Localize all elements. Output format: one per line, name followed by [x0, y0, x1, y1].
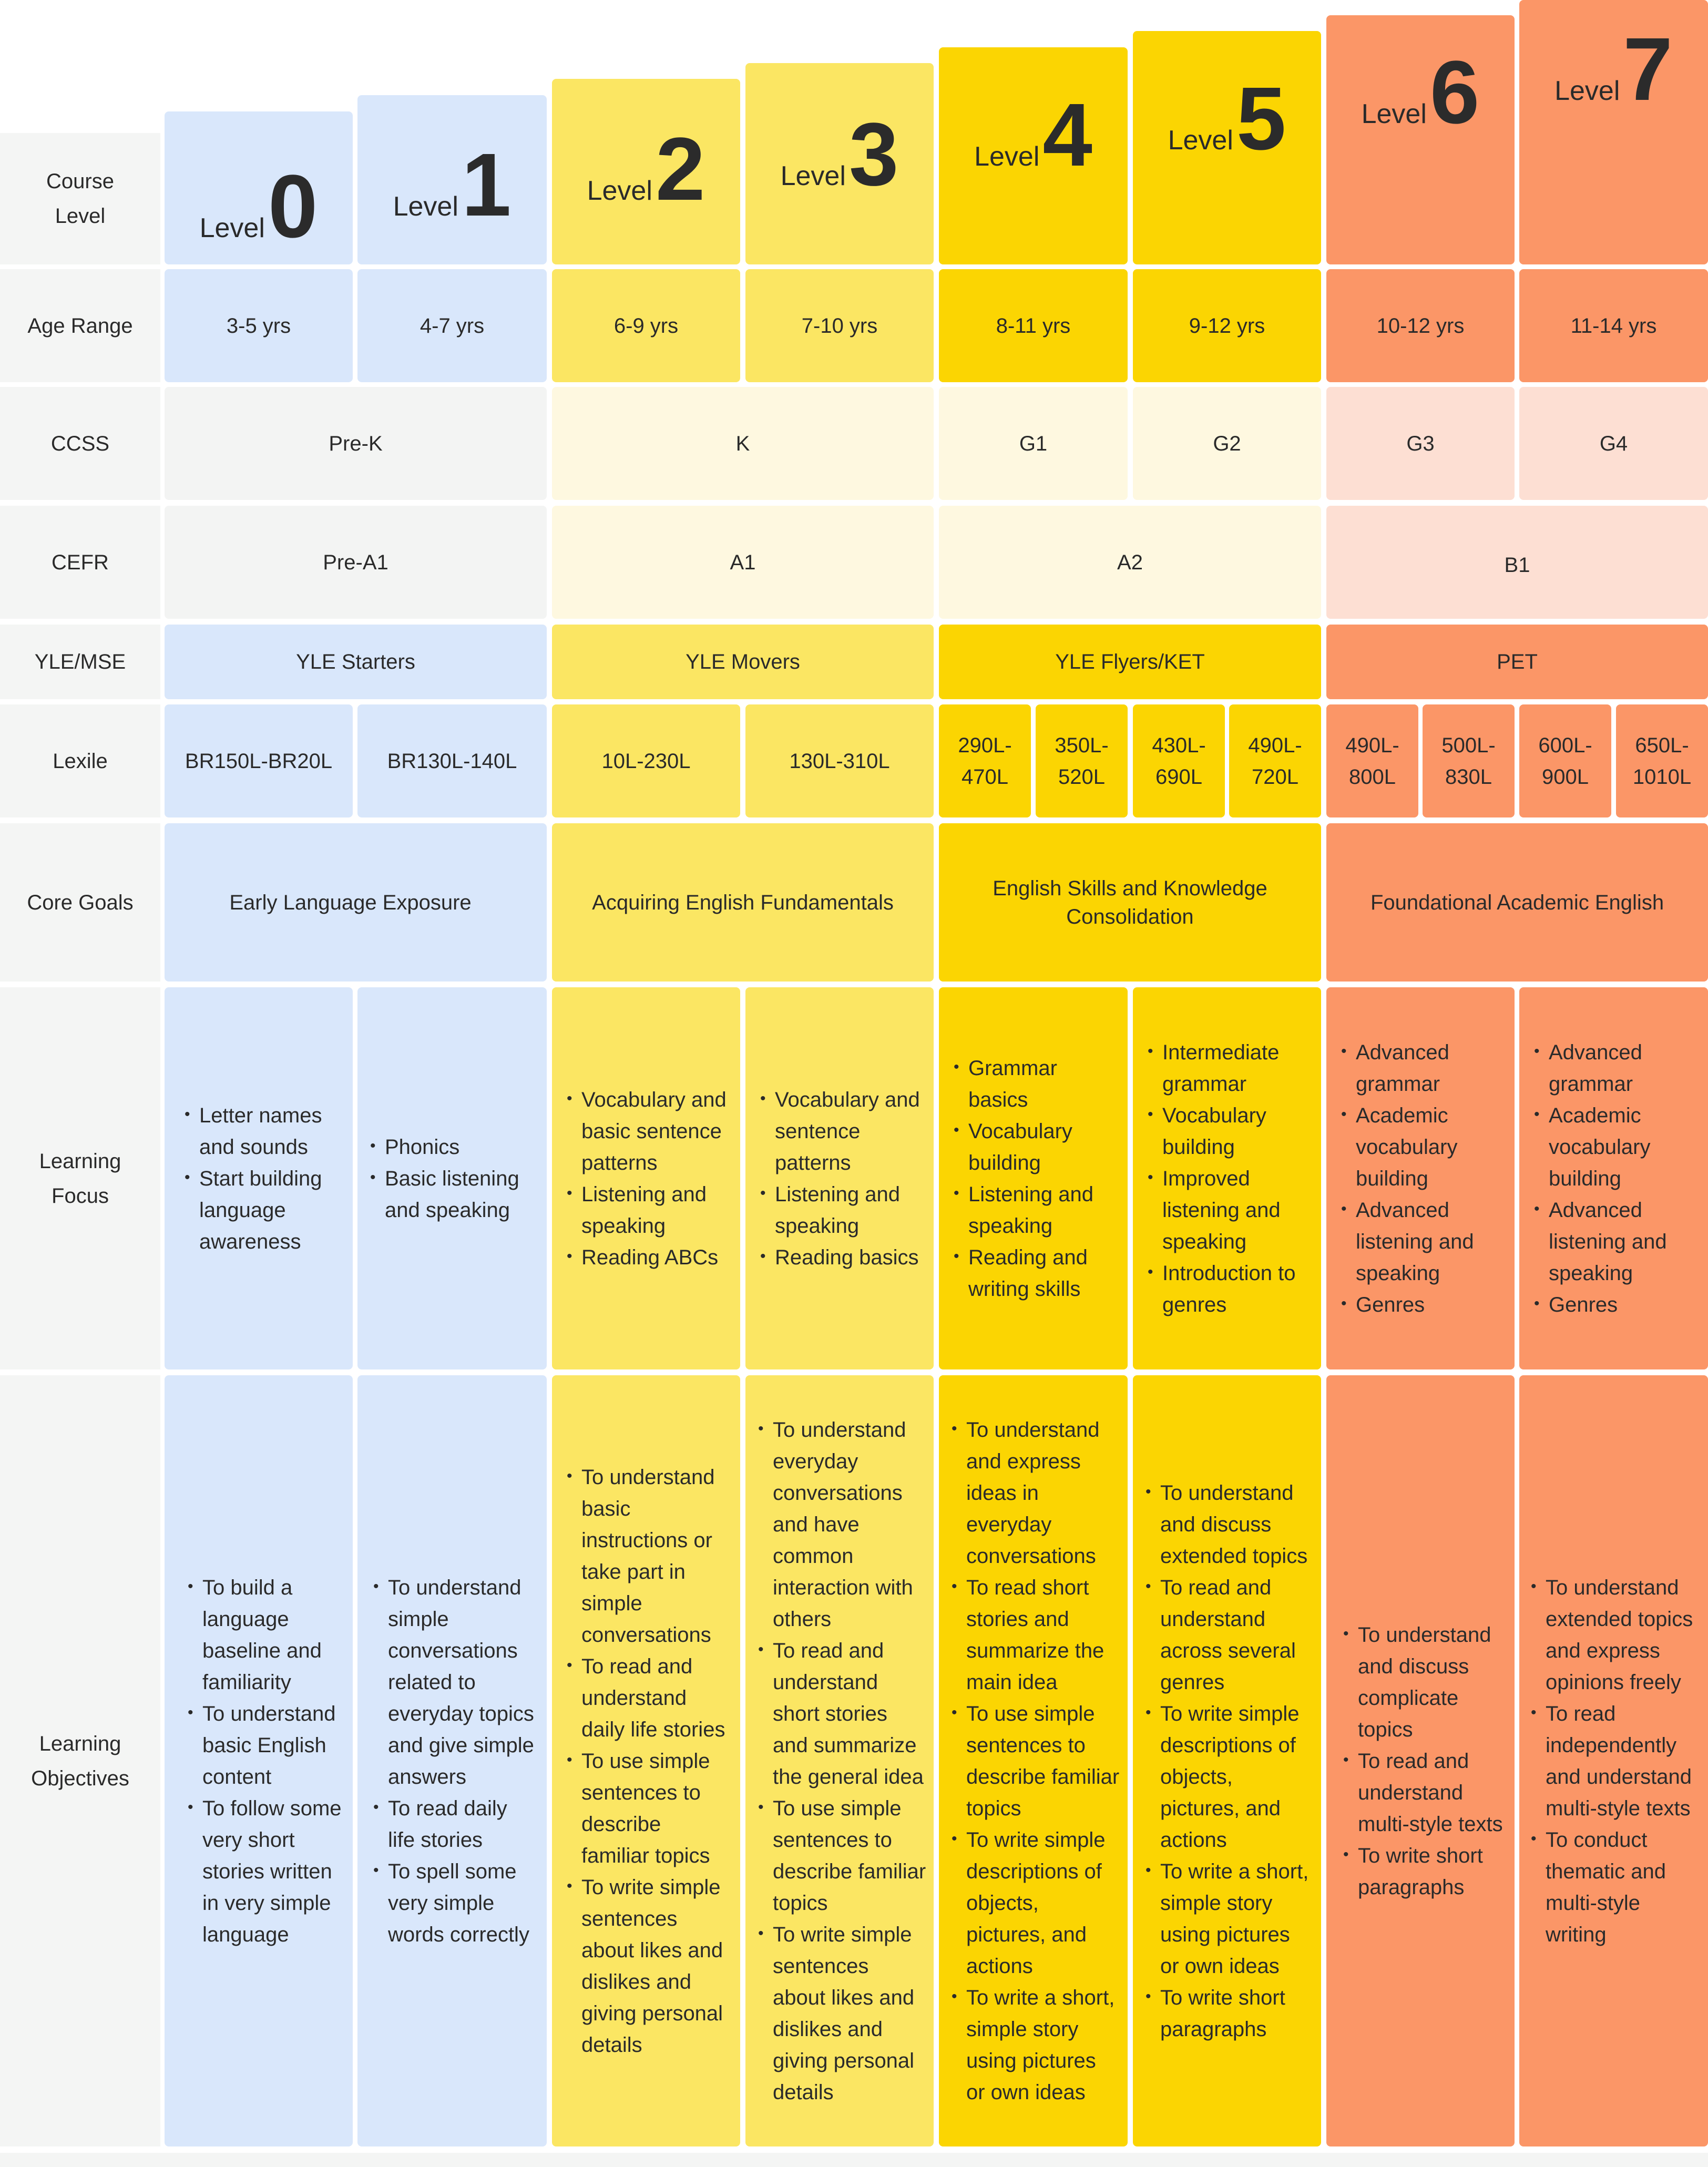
row-label-core-goals: Core Goals [0, 823, 160, 982]
list-item: • Advanced grammar [1339, 1037, 1504, 1100]
lexile-level-5a: 430L-690L [1133, 704, 1225, 817]
core-goal-academic: Foundational Academic English [1326, 823, 1708, 982]
list-item: • To read independently and understand multi-style texts [1529, 1698, 1702, 1824]
list-item: • Academic vocabulary building [1532, 1100, 1697, 1194]
level-0-header [165, 111, 353, 264]
objectives-list [186, 1572, 342, 1950]
list-item: • Advanced grammar [1532, 1037, 1697, 1100]
level-6-header [1326, 15, 1515, 264]
list-item: • Intermediate grammar [1146, 1037, 1313, 1100]
objectives-list [1143, 1477, 1314, 2045]
level-7-header [1519, 0, 1708, 264]
list-item: • To read and understand across several genres [1143, 1572, 1314, 1698]
level-word: Level [780, 161, 846, 191]
core-goal-early-exposure: Early Language Exposure [165, 823, 547, 982]
list-item: • Advanced listening and speaking [1532, 1194, 1697, 1289]
lexile-level-2: 10L-230L [552, 704, 740, 817]
level-word: Level [587, 175, 652, 206]
level-number: 5 [1236, 69, 1286, 169]
row-label-course-level: Course Level [0, 133, 160, 264]
focus-list [758, 1084, 923, 1273]
level-number: 6 [1429, 43, 1480, 142]
list-item: • Phonics [368, 1131, 537, 1163]
objectives-list [371, 1572, 537, 1950]
row-label-ccss: CCSS [0, 387, 160, 500]
list-item: • Reading basics [758, 1242, 923, 1273]
level-4-header [939, 47, 1128, 264]
yle-movers: YLE Movers [552, 625, 934, 699]
list-item: • Reading and writing skills [952, 1242, 1117, 1305]
age-level-0: 3-5 yrs [165, 269, 353, 382]
lexile-level-3: 130L-310L [745, 704, 934, 817]
row-label-learning-objectives: Learning Objectives [0, 1375, 160, 2146]
objectives-level-7 [1519, 1375, 1708, 2146]
row-label-age-range: Age Range [0, 269, 160, 382]
list-item: • Listening and speaking [565, 1179, 730, 1242]
row-label-cefr: CEFR [0, 506, 160, 619]
level-number: 2 [655, 119, 705, 219]
focus-level-0 [165, 987, 353, 1369]
age-level-3: 7-10 yrs [745, 269, 934, 382]
objectives-list [756, 1414, 926, 2108]
list-item: • To understand basic English content [186, 1698, 342, 1793]
list-item: • Genres [1339, 1289, 1504, 1321]
focus-list [368, 1131, 537, 1226]
list-item: • To write a short, simple story using pictures or own ideas [949, 1982, 1120, 2108]
focus-list [1146, 1037, 1313, 1321]
level-1-header [357, 95, 547, 264]
yle-pet: PET [1326, 625, 1708, 699]
lexile-level-0: BR150L-BR20L [165, 704, 353, 817]
lexile-level-5b: 490L-720L [1229, 704, 1321, 817]
ccss-g4: G4 [1519, 387, 1708, 500]
lexile-level-7b: 650L-1010L [1616, 704, 1708, 817]
objectives-level-5 [1133, 1375, 1321, 2146]
ccss-g2: G2 [1133, 387, 1321, 500]
level-3-header [745, 63, 934, 264]
cefr-b1: B1 [1326, 506, 1708, 619]
objectives-list [1341, 1619, 1504, 1903]
list-item: • To understand and discuss complicate topics [1341, 1619, 1504, 1745]
cefr-pre-a1: Pre-A1 [165, 506, 547, 619]
list-item: • Reading ABCs [565, 1242, 730, 1273]
level-word: Level [974, 141, 1040, 172]
age-level-4: 8-11 yrs [939, 269, 1128, 382]
list-item: • To understand simple conversations related to everyday topics and give simple answers [371, 1572, 537, 1793]
level-number: 7 [1623, 19, 1673, 119]
focus-level-5 [1133, 987, 1321, 1369]
list-item: • Vocabulary and sentence patterns [758, 1084, 923, 1179]
list-item: • To write simple descriptions of objects, pictures, and actions [949, 1824, 1120, 1982]
list-item: • To use simple sentences to describe familiar topics [949, 1698, 1120, 1824]
core-goal-fundamentals: Acquiring English Fundamentals [552, 823, 934, 982]
objectives-level-0 [165, 1375, 353, 2146]
focus-list [565, 1084, 730, 1273]
list-item: • To read and understand short stories and summarize the general idea [756, 1635, 926, 1793]
list-item: • To build a language baseline and familiarity [186, 1572, 342, 1698]
list-item: • To understand and express ideas in everyday conversations [949, 1414, 1120, 1572]
list-item: • Letter names and sounds [182, 1100, 342, 1163]
lexile-level-4a: 290L-470L [939, 704, 1031, 817]
list-item: • To write simple sentences about likes and dislikes and giving personal details [756, 1919, 926, 2108]
list-item: • Introduction to genres [1146, 1258, 1313, 1321]
row-label-learning-focus: Learning Focus [0, 987, 160, 1369]
list-item: • To write simple descriptions of objects, pictures, and actions [1143, 1698, 1314, 1856]
cefr-a1: A1 [552, 506, 934, 619]
ccss-g3: G3 [1326, 387, 1515, 500]
list-item: • To read and understand daily life stories [565, 1651, 731, 1745]
core-goal-consolidation: English Skills and Knowledge Consolidation [939, 823, 1321, 982]
focus-level-3 [745, 987, 934, 1369]
level-word: Level [1168, 125, 1233, 156]
cefr-a2: A2 [939, 506, 1321, 619]
list-item: • To follow some very short stories written in very simple language [186, 1793, 342, 1950]
focus-level-4 [939, 987, 1128, 1369]
list-item: • To understand extended topics and express opinions freely [1529, 1572, 1702, 1698]
level-word: Level [1554, 75, 1620, 106]
list-item: • Start building language awareness [182, 1163, 342, 1258]
bottom-divider [0, 2153, 1708, 2167]
lexile-level-6b: 500L-830L [1423, 704, 1515, 817]
age-level-6: 10-12 yrs [1326, 269, 1515, 382]
lexile-level-4b: 350L-520L [1036, 704, 1128, 817]
list-item: • Basic listening and speaking [368, 1163, 537, 1226]
objectives-level-2 [552, 1375, 740, 2146]
objectives-level-3 [745, 1375, 934, 2146]
list-item: • Improved listening and speaking [1146, 1163, 1313, 1258]
age-level-7: 11-14 yrs [1519, 269, 1708, 382]
list-item: • To spell some very simple words correctly [371, 1856, 537, 1950]
objectives-list [949, 1414, 1120, 2108]
objectives-list [1529, 1572, 1702, 1950]
list-item: • Vocabulary building [952, 1116, 1117, 1179]
ccss-pre-k: Pre-K [165, 387, 547, 500]
level-number: 3 [848, 105, 899, 205]
focus-list [182, 1100, 342, 1258]
lexile-level-7a: 600L-900L [1519, 704, 1611, 817]
focus-list [1339, 1037, 1504, 1321]
list-item: • To read short stories and summarize the main idea [949, 1572, 1120, 1698]
level-word: Level [1361, 99, 1427, 129]
list-item: • To use simple sentences to describe familiar topics [565, 1745, 731, 1872]
row-label-lexile: Lexile [0, 704, 160, 817]
objectives-level-1 [357, 1375, 547, 2146]
list-item: • To read and understand multi-style texts [1341, 1745, 1504, 1840]
ccss-g1: G1 [939, 387, 1128, 500]
level-5-header [1133, 31, 1321, 264]
list-item: • To understand basic instructions or take part in simple conversations [565, 1461, 731, 1651]
objectives-level-4 [939, 1375, 1128, 2146]
list-item: • To write short paragraphs [1143, 1982, 1314, 2045]
list-item: • To write simple sentences about likes and dislikes and giving personal details [565, 1872, 731, 2061]
yle-flyers-ket: YLE Flyers/KET [939, 625, 1321, 699]
list-item: • Listening and speaking [952, 1179, 1117, 1242]
list-item: • Genres [1532, 1289, 1697, 1321]
level-2-header [552, 79, 740, 264]
list-item: • Vocabulary building [1146, 1100, 1313, 1163]
row-label-yle: YLE/MSE [0, 625, 160, 699]
list-item: • To understand everyday conversations and have common interaction with others [756, 1414, 926, 1635]
level-word: Level [393, 191, 458, 222]
list-item: • To use simple sentences to describe familiar topics [756, 1793, 926, 1919]
list-item: • To write short paragraphs [1341, 1840, 1504, 1903]
ccss-k: K [552, 387, 934, 500]
age-level-2: 6-9 yrs [552, 269, 740, 382]
list-item: • Advanced listening and speaking [1339, 1194, 1504, 1289]
lexile-level-1: BR130L-140L [357, 704, 547, 817]
yle-starters: YLE Starters [165, 625, 547, 699]
focus-level-6 [1326, 987, 1515, 1369]
age-level-5: 9-12 yrs [1133, 269, 1321, 382]
list-item: • To conduct thematic and multi-style writing [1529, 1824, 1702, 1950]
objectives-list [565, 1461, 731, 2061]
age-level-1: 4-7 yrs [357, 269, 547, 382]
list-item: • Grammar basics [952, 1052, 1117, 1116]
list-item: • Listening and speaking [758, 1179, 923, 1242]
objectives-level-6 [1326, 1375, 1515, 2146]
focus-level-1 [357, 987, 547, 1369]
focus-level-7 [1519, 987, 1708, 1369]
level-word: Level [199, 212, 265, 243]
list-item: • Vocabulary and basic sentence patterns [565, 1084, 730, 1179]
list-item: • Academic vocabulary building [1339, 1100, 1504, 1194]
focus-level-2 [552, 987, 740, 1369]
level-number: 0 [268, 156, 318, 257]
level-number: 4 [1042, 85, 1092, 185]
focus-list [1532, 1037, 1697, 1321]
focus-list [952, 1052, 1117, 1305]
list-item: • To write a short, simple story using pictures or own ideas [1143, 1856, 1314, 1982]
level-number: 1 [461, 135, 512, 235]
list-item: • To read daily life stories [371, 1793, 537, 1856]
list-item: • To understand and discuss extended topics [1143, 1477, 1314, 1572]
lexile-level-6a: 490L-800L [1326, 704, 1418, 817]
